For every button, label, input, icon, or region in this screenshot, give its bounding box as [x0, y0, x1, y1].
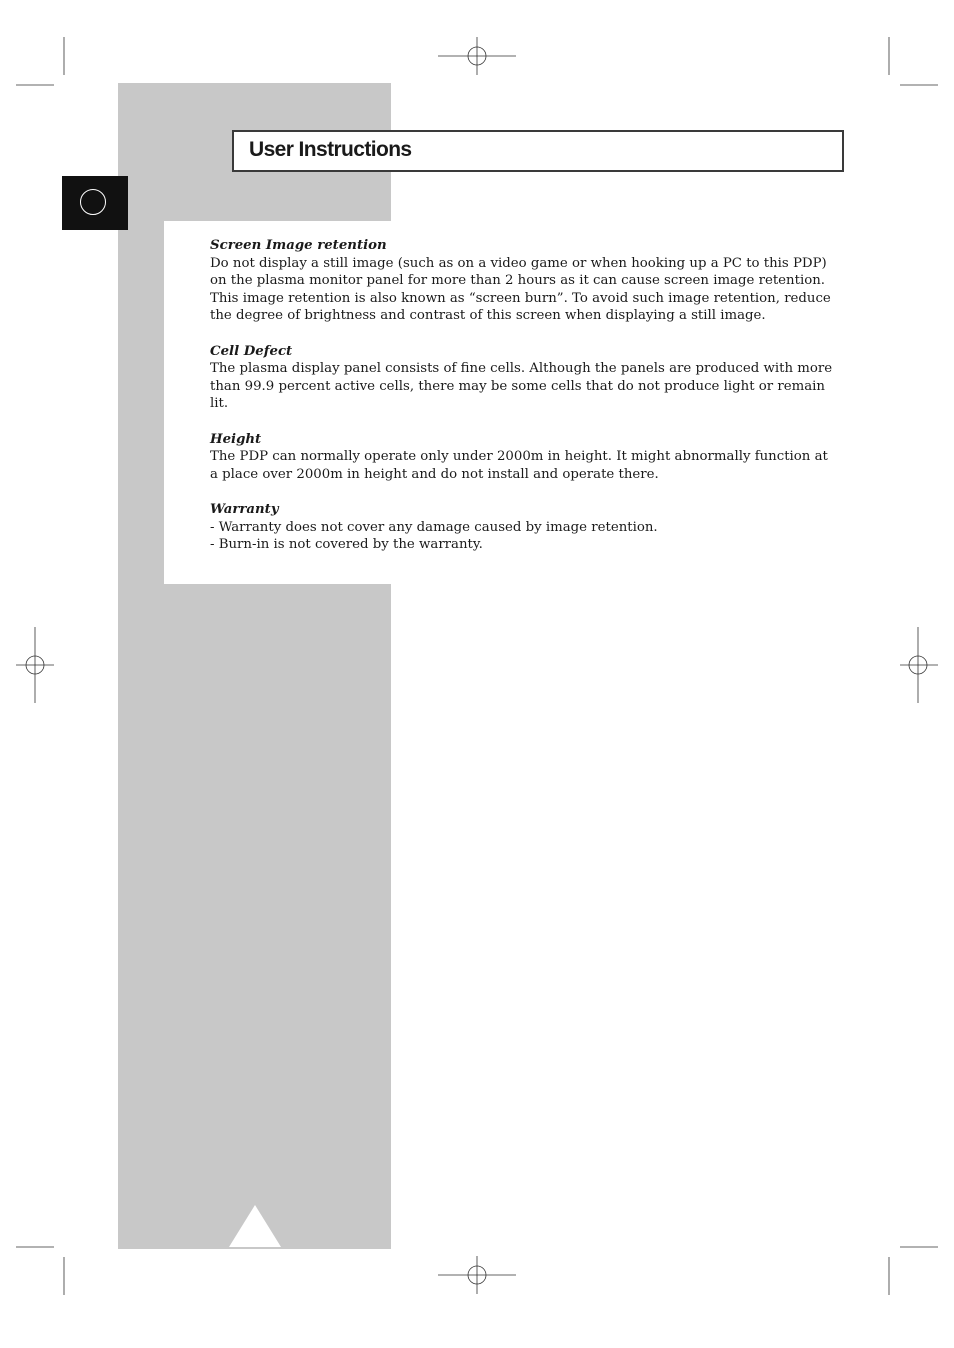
section-screen-image-retention — [210, 237, 835, 325]
section-heading: Screen Image retention — [210, 238, 387, 253]
section-heading: Height — [210, 431, 262, 447]
section-text: - Burn-in is not covered by the warranty. — [210, 537, 483, 553]
circle-icon — [80, 189, 106, 215]
section-text: - Warranty does not cover any damage caused by image retention. — [210, 519, 658, 535]
section-heading: Warranty — [210, 501, 279, 517]
section-height — [210, 431, 835, 484]
section-warranty — [210, 501, 835, 554]
page-title: User Instructions — [249, 138, 412, 161]
language-tab — [62, 176, 128, 230]
section-text: The PDP can normally operate only under 2000m in height. It might abnormally function at a place over 2000m in height and do not install and operate there. — [210, 449, 828, 482]
section-cell-defect — [210, 343, 835, 413]
section-heading: Cell Defect — [210, 343, 293, 359]
section-text: Do not display a still image (such as on a video game or when hooking up a PC to this PDP) on the plasma monitor panel for more than 2 hours as it can cause screen image retention. This image retention is also known as “screen burn”. To avoid such image retention, reduce the degree of brightness and contrast of this screen when displaying a still image. — [210, 255, 831, 324]
section-text: The plasma display panel consists of fine cells. Although the panels are produced with more than 99.9 percent active cells, there may be some cells that do not produce light or remain lit. — [210, 361, 833, 412]
up-triangle-icon — [229, 1205, 281, 1247]
instructions-body — [210, 237, 835, 571]
title-box — [232, 130, 844, 172]
